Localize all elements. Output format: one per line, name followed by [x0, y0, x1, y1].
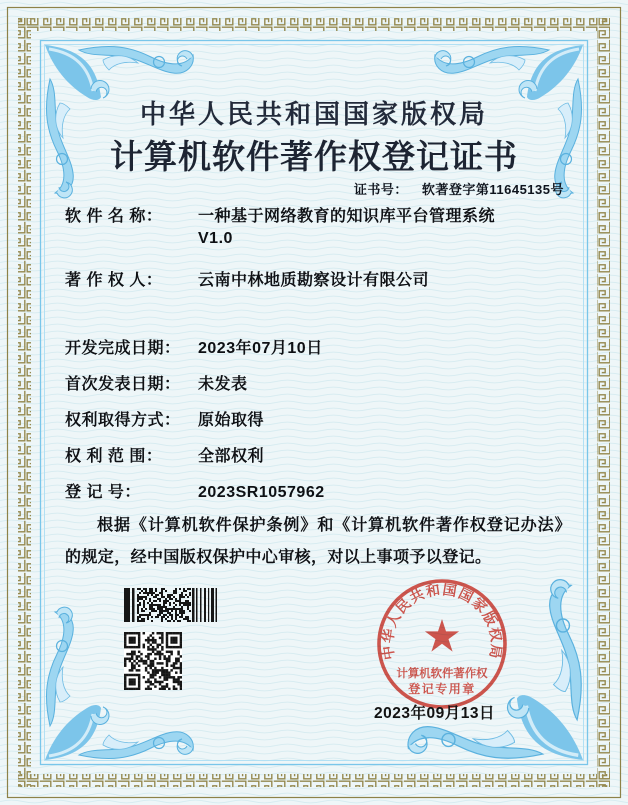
barcode — [124, 588, 218, 622]
field-label: 首次发表日期： — [65, 376, 181, 393]
certificate-fields — [65, 206, 569, 504]
field-label: 登 记 号： — [65, 484, 141, 501]
seal-line2: 登记专用章 — [408, 682, 476, 696]
field-label: 开发完成日期： — [65, 340, 181, 357]
authority-title: 中华人民共和国国家版权局 — [139, 100, 488, 129]
certificate-title: 计算机软件著作权登记证书 — [110, 140, 518, 176]
seal-line1: 计算机软件著作权 — [396, 668, 488, 680]
field-first-publication-date — [65, 374, 569, 396]
registration-statement: 根据《计算机软件保护条例》和《计算机软件著作权登记办法》的规定，经中国版权保护中心审核，对以上事项予以登记。 — [65, 517, 571, 566]
software-version: V1.0 — [198, 230, 233, 247]
field-value: 全部权利 — [198, 448, 265, 465]
field-value: 原始取得 — [198, 412, 265, 429]
field-rights-scope — [65, 446, 569, 468]
field-registration-number — [65, 482, 569, 504]
field-value: 云南中林地质勘察设计有限公司 — [198, 272, 430, 289]
field-label: 著 作 权 人： — [65, 272, 163, 289]
seal-ring-text: 中华人民共和国国家版权局 — [381, 583, 503, 661]
field-completion-date — [65, 338, 569, 360]
field-value: 2023SR1057962 — [198, 484, 325, 501]
official-seal — [372, 574, 512, 714]
certificate-number-value: 软著登字第11645135号 — [421, 182, 564, 197]
certificate-number — [354, 179, 564, 198]
field-value: 2023年07月10日 — [198, 340, 323, 357]
seal-star-icon — [425, 619, 459, 652]
field-label: 软 件 名 称： — [65, 208, 163, 225]
software-name-line1: 一种基于网络教育的知识库平台管理系统 — [198, 208, 496, 225]
qr-code — [124, 632, 182, 690]
field-rights-acquisition — [65, 410, 569, 432]
field-software-name — [65, 206, 569, 250]
certificate-number-label: 证书号： — [353, 182, 408, 197]
field-label: 权 利 范 围： — [65, 448, 163, 465]
field-value: 未发表 — [198, 376, 248, 393]
field-value — [198, 206, 569, 250]
field-label: 权利取得方式： — [65, 412, 181, 429]
issue-date: 2023年09月13日 — [374, 705, 495, 722]
field-copyright-owner — [65, 270, 569, 292]
